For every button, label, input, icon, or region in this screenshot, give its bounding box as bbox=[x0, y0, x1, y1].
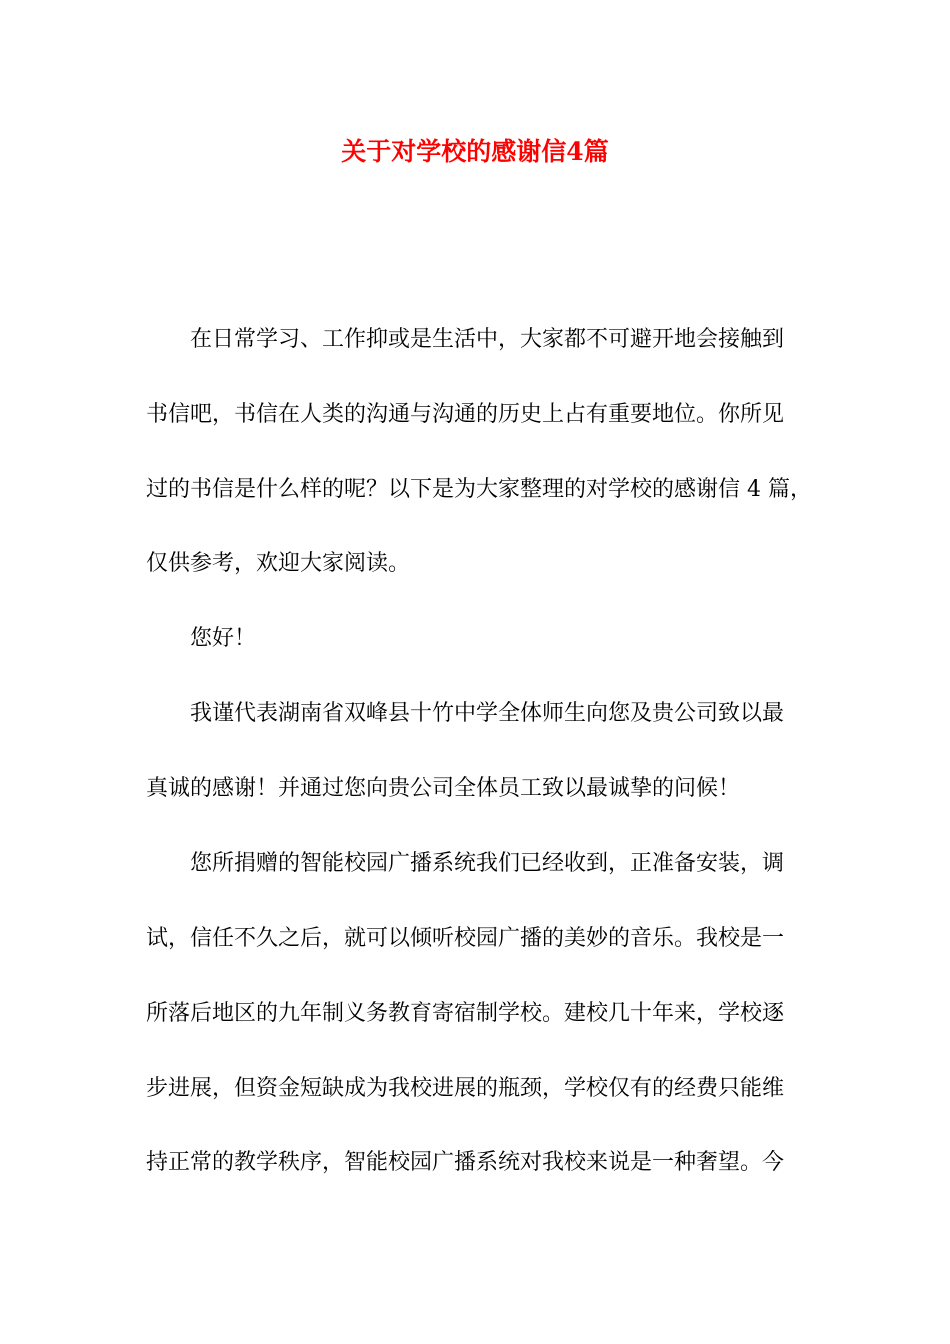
paragraph-line: 过的书信是什么样的呢？以下是为大家整理的对学校的感谢信 4 篇， bbox=[146, 477, 812, 502]
greeting-line: 您好！ bbox=[190, 626, 257, 651]
document-title: 关于对学校的感谢信4篇 bbox=[341, 137, 609, 166]
paragraph-line: 您所捐赠的智能校园广播系统我们已经收到，正准备安装，调 bbox=[190, 851, 785, 876]
paragraph-line: 步进展，但资金短缺成为我校进展的瓶颈，学校仅有的经费只能维 bbox=[146, 1076, 785, 1101]
paragraph-line: 仅供参考，欢迎大家阅读。 bbox=[146, 551, 411, 576]
paragraph-line: 持正常的教学秩序，智能校园广播系统对我校来说是一种奢望。今 bbox=[146, 1150, 785, 1175]
paragraph-line: 我谨代表湖南省双峰县十竹中学全体师生向您及贵公司致以最 bbox=[190, 701, 785, 726]
paragraph-line: 在日常学习、工作抑或是生活中，大家都不可避开地会接触到 bbox=[190, 327, 785, 352]
paragraph-line: 试，信任不久之后，就可以倾听校园广播的美妙的音乐。我校是一 bbox=[146, 926, 785, 951]
paragraph-line: 真诚的感谢！并通过您向贵公司全体员工致以最诚挚的问候！ bbox=[146, 776, 741, 801]
paragraph-line: 所落后地区的九年制义务教育寄宿制学校。建校几十年来，学校逐 bbox=[146, 1001, 785, 1026]
paragraph-line: 书信吧，书信在人类的沟通与沟通的历史上占有重要地位。你所见 bbox=[146, 402, 785, 427]
